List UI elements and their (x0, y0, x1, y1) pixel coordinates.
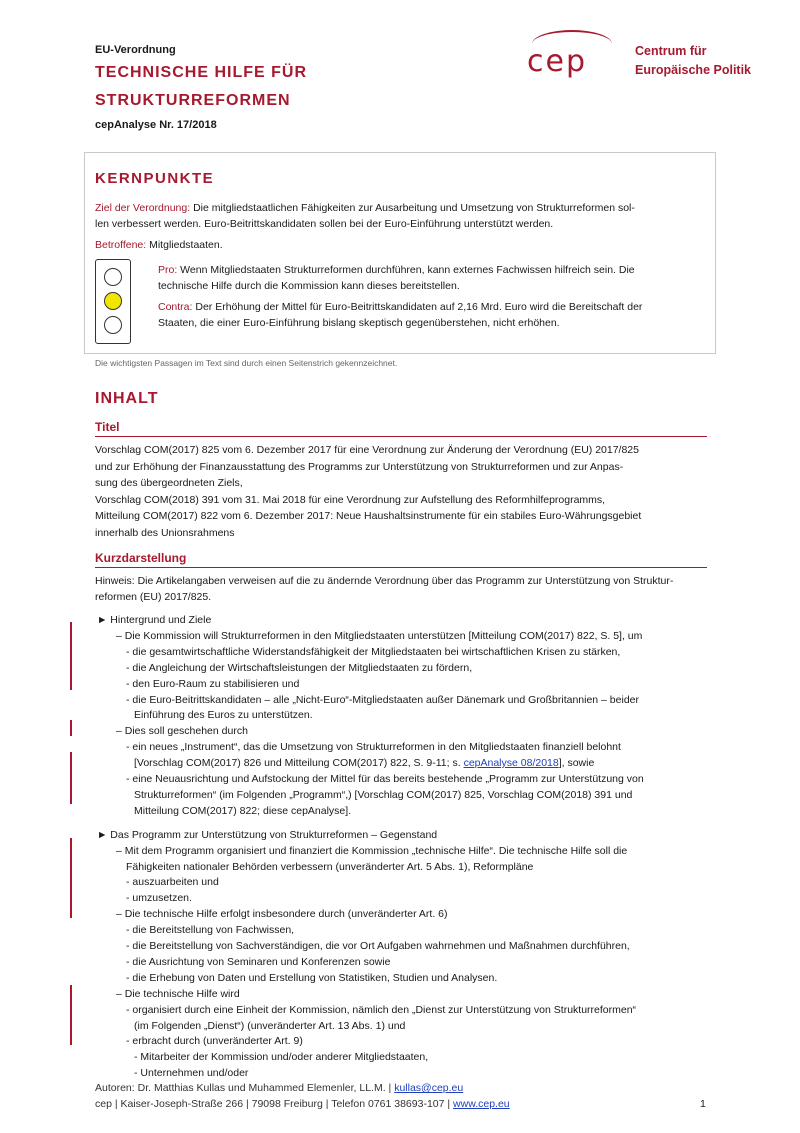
inhalt-heading: INHALT (95, 390, 159, 407)
traffic-light-bottom-icon (104, 316, 122, 334)
contra-text-1: Der Erhöhung der Mittel für Euro-Beitrittskandidaten auf 2,16 Mrd. Euro wird die Bereitschaft der (192, 301, 643, 313)
pro-text-2: technische Hilfe durch die Kommission kann dieses bereitstellen. (158, 280, 460, 292)
body-line: – Mit dem Programm organisiert und finanziert die Kommission „technische Hilfe“. Die technische Hilfe soll die (116, 844, 628, 857)
body-line: - die Erhebung von Daten und Erstellung von Statistiken, Studien und Analysen. (126, 971, 498, 984)
betroffene-paragraph (95, 237, 707, 253)
body-line: – Die Kommission will Strukturreformen in den Mitgliedstaaten unterstützen [Mitteilung COM(2017) 822, S. 5], um (116, 629, 643, 642)
betroffene-label: Betroffene: (95, 239, 147, 251)
margin-bar (70, 838, 72, 918)
titel-line: Vorschlag COM(2018) 391 vom 31. Mai 2018 für eine Verordnung zur Aufstellung des Reformhilfeprogramms, (95, 493, 606, 506)
pro-text-1: Wenn Mitgliedstaaten Strukturreformen durchführen, kann externes Fachwissen hilfreich sein. Die (177, 264, 635, 276)
hinweis-line: reformen (EU) 2017/825. (95, 591, 212, 603)
body-line: - Mitarbeiter der Kommission und/oder anderer Mitgliedstaaten, (134, 1051, 429, 1064)
body-line: - Unternehmen und/oder (134, 1067, 249, 1080)
body-line: – Dies soll geschehen durch (116, 725, 248, 738)
titel-line: Mitteilung COM(2017) 822 vom 6. Dezember 2017: Neue Haushaltsinstrumente für ein stabiles Euro-Währungsgebiet (95, 510, 642, 522)
cep-analyse-link[interactable]: cepAnalyse 08/2018 (463, 757, 559, 770)
contra-paragraph (158, 299, 708, 331)
body-line: Mitteilung COM(2017) 822; diese cepAnalyse]. (134, 804, 352, 817)
footer-authors (95, 1082, 463, 1094)
sidebar-note: Die wichtigsten Passagen im Text sind durch einen Seitenstrich gekennzeichnet. (95, 358, 398, 368)
cep-logo: cep (527, 44, 587, 79)
footer-address-text: cep | Kaiser-Joseph-Straße 266 | 79098 Freiburg | Telefon 0761 38693-107 | (95, 1098, 454, 1110)
footer-address (95, 1098, 510, 1110)
analysis-number: cepAnalyse Nr. 17/2018 (95, 119, 217, 131)
body-line: - eine Neuausrichtung und Aufstockung der Mittel für das bereits bestehende „Programm zur Unterstützung von (126, 773, 644, 785)
body-line: (im Folgenden „Dienst“) (unveränderter Art. 13 Abs. 1) und (134, 1019, 406, 1032)
titel-line: Vorschlag COM(2017) 825 vom 6. Dezember 2017 für eine Verordnung zur Änderung der Verordnung (EU) 2017/825 (95, 444, 639, 456)
hinweis-line: Hinweis: Die Artikelangaben verweisen auf die zu ändernde Verordnung über das Programm zur Unterstützung von Struktur- (95, 575, 674, 587)
titel-rule (95, 436, 707, 437)
body-line: ► Das Programm zur Unterstützung von Strukturreformen – Gegenstand (97, 828, 438, 841)
ziel-text-1: Die mitgliedstaatlichen Fähigkeiten zur Ausarbeitung und Umsetzung von Strukturreformen sol- (190, 202, 635, 214)
kernpunkte-title: KERNPUNKTE (95, 170, 215, 187)
body-line: Einführung des Euros zu unterstützen. (134, 709, 313, 722)
kurzdarstellung-heading: Kurzdarstellung (95, 551, 187, 565)
pro-paragraph (158, 262, 708, 294)
body-line: - die Angleichung der Wirtschaftsleistungen der Mitgliedstaaten zu fördern, (126, 661, 473, 674)
traffic-light-middle-icon (104, 292, 122, 310)
logo-name-line1: Centrum für (635, 44, 707, 58)
margin-bar (70, 985, 72, 1045)
contra-text-2: Staaten, die einer Euro-Einführung bislang skeptisch gegenüberstehen, nicht erhöhen. (158, 317, 560, 329)
footer-authors-text: Autoren: Dr. Matthias Kullas und Muhammed Elemenler, LL.M. | (95, 1082, 395, 1094)
margin-bar (70, 720, 72, 736)
body-line: - den Euro-Raum zu stabilisieren und (126, 677, 300, 690)
document-type: EU-Verordnung (95, 44, 176, 56)
margin-bar (70, 752, 72, 804)
ziel-label: Ziel der Verordnung: (95, 202, 191, 214)
kurzdarstellung-rule (95, 567, 707, 568)
titel-line: innerhalb des Unionsrahmens (95, 526, 235, 539)
body-line: - umzusetzen. (126, 892, 192, 905)
body-line: [Vorschlag COM(2017) 826 und Mitteilung COM(2017) 822, S. 9-11; s. cepAnalyse 08/2018], sowie (134, 757, 595, 770)
website-link[interactable]: www.cep.eu (453, 1098, 510, 1110)
body-line: - organisiert durch eine Einheit der Kommission, nämlich den „Dienst zur Unterstützung von Strukturreformen“ (126, 1003, 637, 1016)
ziel-paragraph (95, 200, 707, 232)
titel-heading: Titel (95, 420, 120, 434)
body-line: - ein neues „Instrument“, das die Umsetzung von Strukturreformen in den Mitgliedstaaten finanziell belohnt (126, 741, 621, 754)
body-line: - die Bereitstellung von Fachwissen, (126, 924, 295, 937)
traffic-light-top-icon (104, 268, 122, 286)
betroffene-text: Mitgliedstaaten. (146, 239, 223, 251)
document-title-line1: TECHNISCHE HILFE FÜR (95, 64, 307, 81)
logo-name-line2: Europäische Politik (635, 63, 752, 77)
page-number: 1 (700, 1098, 706, 1110)
body-line: – Die technische Hilfe wird (116, 987, 240, 1000)
document-title-line2: STRUKTURREFORMEN (95, 92, 291, 109)
body-line: Fähigkeiten nationaler Behörden verbessern (unveränderter Art. 5 Abs. 1), Reformpläne (126, 860, 534, 873)
body-line: - erbracht durch (unveränderter Art. 9) (126, 1035, 303, 1048)
pro-label: Pro: (158, 264, 178, 276)
body-line: - die Bereitstellung von Sachverständigen, die vor Ort Aufgaben wahrnehmen und Maßnahmen durchführen, (126, 940, 630, 952)
margin-bar (70, 622, 72, 690)
traffic-light-icon (95, 259, 131, 344)
titel-line: sung des übergeordneten Ziels, (95, 477, 243, 489)
body-line: ► Hintergrund und Ziele (97, 614, 212, 626)
body-line-tail: ], sowie (558, 757, 595, 770)
titel-line: und zur Erhöhung der Finanzausstattung des Programms zur Unterstützung von Strukturreformen und zur Anpas- (95, 460, 624, 473)
body-line: Strukturreformen“ (im Folgenden „Programm“,) [Vorschlag COM(2017) 825, Vorschlag COM(2018) 391 und (134, 788, 633, 801)
body-line: - die Euro-Beitrittskandidaten – alle „Nicht-Euro“-Mitgliedstaaten außer Dänemark und Großbritannien – beider (126, 693, 639, 706)
contra-label: Contra: (158, 301, 193, 313)
ziel-text-2: len verbessert werden. Euro-Beitrittskandidaten sollen bei der Euro-Einführung unterstützt werden. (95, 218, 554, 230)
body-line: - die Ausrichtung von Seminaren und Konferenzen sowie (126, 955, 391, 968)
body-line: - auszuarbeiten und (126, 876, 219, 889)
body-line: – Die technische Hilfe erfolgt insbesondere durch (unveränderter Art. 6) (116, 908, 448, 921)
body-line: - die gesamtwirtschaftliche Widerstandsfähigkeit der Mitgliedstaaten bei wirtschaftlichen Krisen zu stärken, (126, 645, 621, 658)
email-link[interactable]: kullas@cep.eu (394, 1082, 464, 1094)
